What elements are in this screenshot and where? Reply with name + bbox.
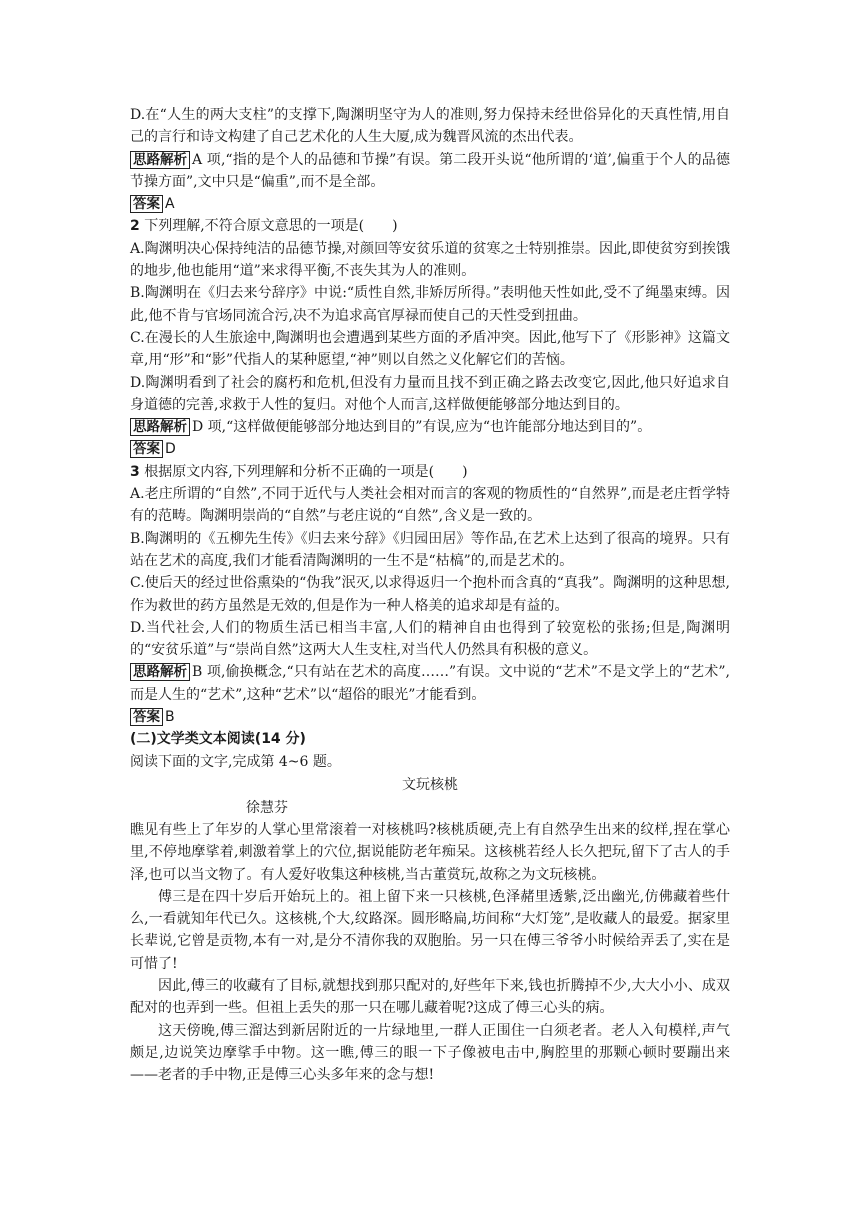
article-paragraph: 傅三是在四十岁后开始玩上的。祖上留下来一只核桃,色泽赭里透紫,泛出幽光,仿佛藏着些什么,一看就知年代已久。这核桃,个大,纹路深。圆形略扁,坊间称“大灯笼”,是收藏人的最爱。据家里长辈说,它曾是贡物,本有一对,是分不清你我的双胞胎。另一只在傅三爷爷小时候给弄丢了,实在是可惜了! [130, 888, 730, 972]
q1-option-d: D.在“人生的两大支柱”的支撑下,陶渊明坚守为人的准则,努力保持未经世俗异化的天真性情,用自己的言行和诗文构建了自己艺术化的人生大厦,成为魏晋风流的杰出代表。 [130, 107, 730, 146]
section-instruction: 阅读下面的文字,完成第 4~6 题。 [130, 753, 341, 770]
analysis-text: D 项,“这样做便能够部分地达到目的”有误,应为“也许能部分地达到目的”。 [192, 419, 652, 436]
analysis-label: 思路解析 [130, 418, 190, 436]
answer-label: 答案 [130, 440, 163, 458]
q3-option-a: A.老庄所谓的“自然”,不同于近代与人类社会相对而言的客观的物质性的“自然界”,而是老庄哲学特有的范畴。陶渊明崇尚的“自然”与老庄说的“自然”,含义是一致的。 [130, 486, 730, 525]
q2-option-b: B.陶渊明在《归去来兮辞序》中说:“质性自然,非矫厉所得。”表明他天性如此,受不了绳墨束缚。因此,他不肯与官场同流合污,决不为追求高官厚禄而使自己的天性受到扭曲。 [130, 285, 730, 324]
document-page [130, 104, 730, 1086]
q1-analysis [130, 149, 730, 194]
q2-stem [130, 215, 730, 237]
q2-option-c: C.在漫长的人生旅途中,陶渊明也会遭遇到某些方面的矛盾冲突。因此,他写下了《形影神》这篇文章,用“形”和“影”代指人的某种愿望,“神”则以自然之义化解它们的苦恼。 [130, 329, 730, 369]
answer-value: D [165, 441, 176, 458]
q2-answer [130, 438, 730, 460]
q3-answer [130, 706, 730, 728]
article-title: 文玩核桃 [402, 776, 458, 793]
question-number: 3 [130, 463, 140, 480]
answer-value: A [165, 196, 175, 213]
analysis-label: 思路解析 [130, 151, 190, 169]
article-paragraph: 这天傍晚,傅三溜达到新居附近的一片绿地里,一群人正围住一白须老者。老人入旬模样,声气颇足,边说笑边摩挲手中物。这一瞧,傅三的眼一下子像被电击中,胸腔里的那颗心顿时要蹦出来——老者的手中物,正是傅三心头多年来的念与想! [130, 1022, 730, 1084]
q3-option-c: C.使后天的经过世俗熏染的“伪我”泯灭,以求得返归一个抱朴而含真的“真我”。陶渊明的这种思想,作为救世的药方虽然是无效的,但是作为一种人格美的追求却是有益的。 [130, 575, 730, 614]
analysis-text: A 项,“指的是个人的品德和节操”有误。第二段开头说“他所谓的‘道’,偏重于个人的品德节操方面”,文中只是“偏重”,而不是全部。 [130, 151, 730, 190]
q3-analysis [130, 661, 730, 706]
question-stem: 下列理解,不符合原文意思的一项是( ) [144, 218, 398, 235]
analysis-text: B 项,偷换概念,“只有站在艺术的高度……”有误。文中说的“艺术”不是文学上的“艺术”,而是人生的“艺术”,这种“艺术”以“超俗的眼光”才能看到。 [130, 664, 730, 703]
q1-answer [130, 193, 730, 215]
question-stem: 根据原文内容,下列理解和分析不正确的一项是( ) [144, 463, 468, 480]
section-heading: (二)文学类文本阅读(14 分) [130, 731, 306, 748]
answer-label: 答案 [130, 708, 163, 726]
article-paragraph: 瞧见有些上了年岁的人掌心里常滚着一对核桃吗?核桃质硬,壳上有自然孕生出来的纹样,捏在掌心里,不停地摩挲着,刺激着掌上的穴位,据说能防老年痴呆。这核桃若经人长久把玩,留下了古人的手泽,也可以当文物了。有人爱好收集这种核桃,当古董赏玩,故称之为文玩核桃。 [130, 821, 730, 883]
answer-value: B [165, 709, 175, 726]
analysis-label: 思路解析 [130, 663, 190, 681]
answer-label: 答案 [130, 195, 163, 213]
question-number: 2 [130, 218, 140, 235]
q2-option-d: D.陶渊明看到了社会的腐朽和危机,但没有力量而且找不到正确之路去改变它,因此,他只好追求自身道德的完善,求救于人性的复归。对他个人而言,这样做便能够部分地达到目的。 [130, 374, 730, 413]
q2-analysis [130, 416, 730, 438]
q3-option-b: B.陶渊明的《五柳先生传》《归去来兮辞》《归园田居》等作品,在艺术上达到了很高的境界。只有站在艺术的高度,我们才能看清陶渊明的一生不是“枯槁”的,而是艺术的。 [130, 530, 730, 569]
article-paragraph: 因此,傅三的收藏有了目标,就想找到那只配对的,好些年下来,钱也折腾掉不少,大大小小、成双配对的也弄到一些。但祖上丢失的那一只在哪儿藏着呢?这成了傅三心头的病。 [130, 977, 730, 1017]
q3-option-d: D.当代社会,人们的物质生活已相当丰富,人们的精神自由也得到了较宽松的张扬;但是,陶渊明的“安贫乐道”与“崇尚自然”这两大人生支柱,对当代人仍然具有积极的意义。 [130, 619, 730, 659]
article-author: 徐慧芬 [246, 799, 288, 816]
q3-stem [130, 461, 730, 483]
q2-option-a: A.陶渊明决心保持纯洁的品德节操,对颜回等安贫乐道的贫寒之士特别推崇。因此,即使贫穷到挨饿的地步,他也能用“道”来求得平衡,不丧失其为人的准则。 [130, 240, 730, 280]
